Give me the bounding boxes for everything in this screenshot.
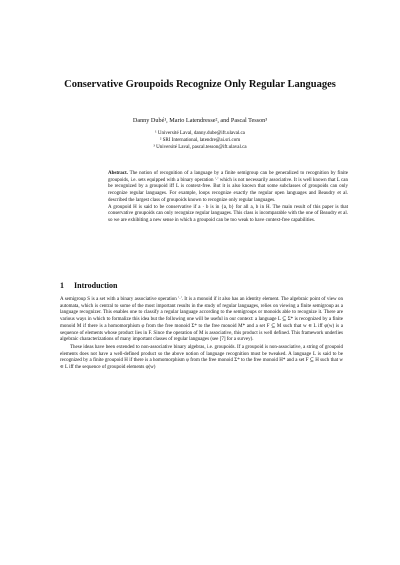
abstract-paragraph-1: [108, 171, 348, 205]
body-paragraph-2: These ideas have been extended to non-associative binary algebras, i.e. groupoids. If a groupoid is non-associative, a string of groupoid elements does not have a well-defined product so the above notion of language recognition must be tweaked. A language L is said to be recognized by a finite groupoid H if there is a homomorphism φ from the free monoid Σ* to the free monoid H* and a set F ⊆ H such that w ∈ L iff the sequence of groupoid elements φ(w): [60, 344, 343, 371]
affiliations: [40, 130, 360, 151]
body-text: [60, 297, 343, 373]
abstract-text-1: The notion of recognition of a language by a finite semigroup can be generalized to recognition by finite groupoids, i.e. sets equipped with a binary operation '·' which is not necessarily associative. It is well known that L can be recognized by a groupoid iff L is context-free. But it is also known that some subclasses of groupoids can only recognize regular languages. For example, loops recognize exactly the regular open languages and Beaudry et al. described the largest class of groupoids known to recognize only regular languages.: [108, 171, 348, 203]
body-paragraph-1: A semigroup S is a set with a binary associative operation '·'. It is a monoid if it also has an identity element. The algebraic point of view on automata, which is central to some of the most important results in the study of regular languages, relies on viewing a finite semigroup as a language recognizer. This enables one to classify a regular language according to the semigroups or monoids able to recognize it. There are various ways in which to formalize this idea but the following one will be useful in our context: a language L ⊆ Σ* is recognized by a finite monoid M if there is a homomorphism φ from the free monoid Σ* to the free monoid M* and a set F ⊆ M such that w ∈ L iff φ(w) is a sequence of elements whose product lies in F. Since the operation of M is associative, this product is well defined. This framework underlies algebraic characterizations of many important classes of regular languages (see [7] for a survey).: [60, 297, 343, 343]
section-number: 1: [60, 281, 64, 290]
section-heading: [60, 281, 127, 290]
abstract: [108, 171, 348, 225]
affiliation-3: ³ Université Laval, pascal.tesson@ift.ulaval.ca: [153, 145, 247, 150]
author-list: Danny Dubé¹, Mario Latendresse², and Pascal Tesson³: [132, 117, 268, 124]
abstract-label: Abstract.: [108, 171, 128, 176]
abstract-paragraph-2: A groupoid H is said to be conservative if a · b is in {a, b} for all a, b in H. The main result of this paper is that conservative groupoids can only recognize regular languages. This class is incomparable with the one of Beaudry et al. so we are exhibiting a new sense in which a groupoid can be too weak to have context-free capabilities.: [108, 204, 348, 223]
paper-title: Conservative Groupoids Recognize Only Regular Languages: [64, 79, 336, 90]
affiliation-1: ¹ Université Laval, danny.dube@ift.ulaval.ca: [155, 131, 245, 136]
section-title: Introduction: [74, 281, 118, 290]
affiliation-2: ² SRI International, latendre@ai.sri.com: [159, 138, 241, 143]
